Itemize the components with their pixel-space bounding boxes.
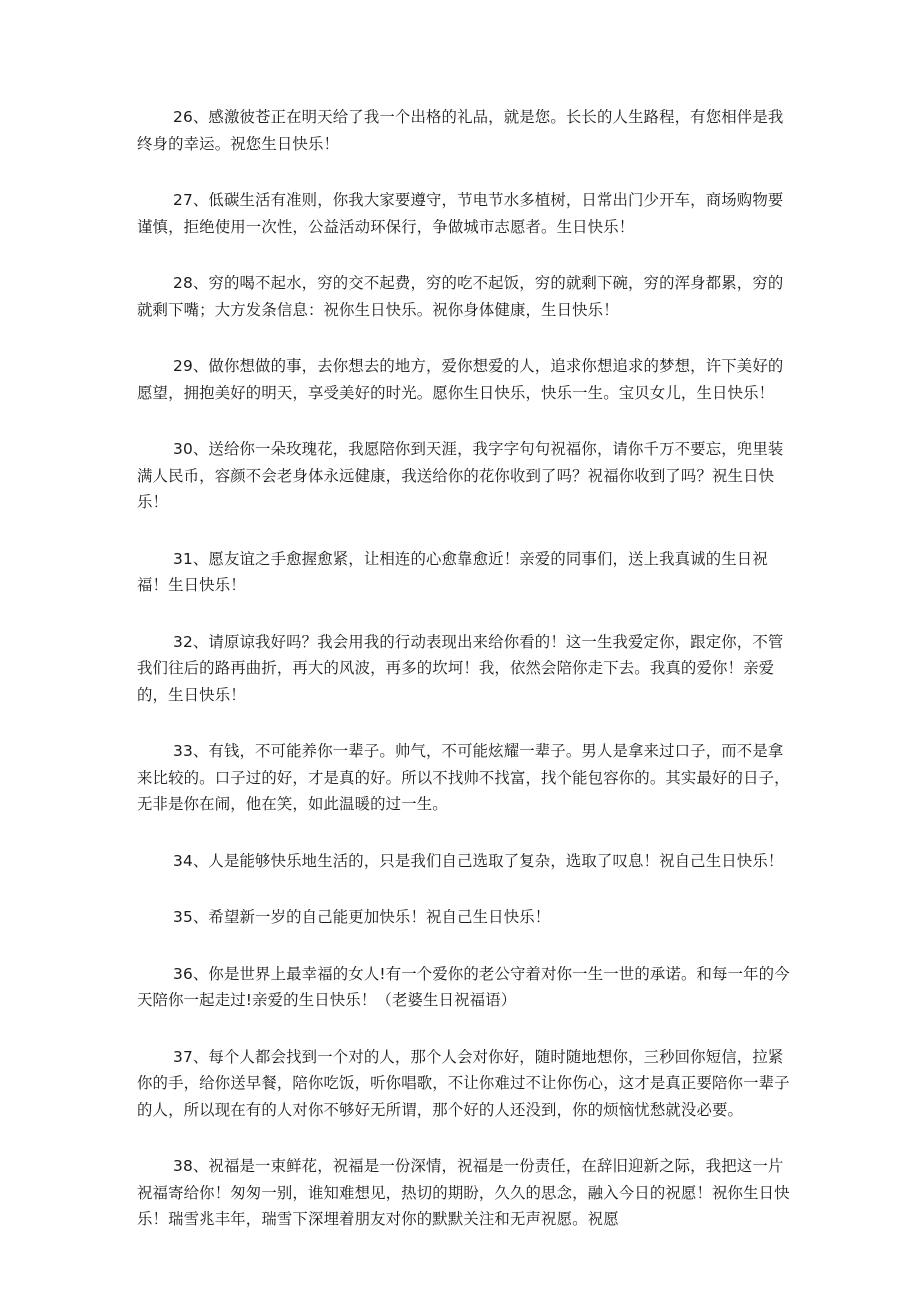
paragraph-26: 26、感激彼苍正在明天给了我一个出格的礼品，就是您。长长的人生路程，有您相伴是我终身的幸运。祝您生日快乐！	[137, 108, 784, 153]
paragraph-34: 34、人是能够快乐地生活的，只是我们自己选取了复杂，选取了叹息！祝自己生日快乐！	[173, 851, 784, 870]
paragraph-32: 32、请原谅我好吗？我会用我的行动表现出来给你看的！这一生我爱定你，跟定你，不管我们往后的路再曲折，再大的风波，再多的坎坷！我，依然会陪你走下去。我真的爱你！亲爱的，生日快乐！	[137, 632, 784, 704]
document-body	[137, 104, 797, 1263]
paragraph-29: 29、做你想做的事，去你想去的地方，爱你想爱的人，追求你想追求的梦想，许下美好的愿望，拥抱美好的明天，享受美好的时光。愿你生日快乐，快乐一生。宝贝女儿，生日快乐！	[137, 357, 784, 402]
paragraph-28: 28、穷的喝不起水，穷的交不起费，穷的吃不起饭，穷的就剩下碗，穷的浑身都累，穷的就剩下嘴；大方发条信息：祝你生日快乐。祝你身体健康，生日快乐！	[137, 274, 784, 319]
paragraph-36: 36、你是世界上最幸福的女人!有一个爱你的老公守着对你一生一世的承诺。和每一年的今天陪你一起走过!亲爱的生日快乐！（老婆生日祝福语）	[137, 964, 790, 1009]
paragraph-30: 30、送给你一朵玫瑰花，我愿陪你到天涯，我字字句句祝福你，请你千万不要忘，兜里装满人民币，容颜不会老身体永远健康，我送给你的花你收到了吗？祝福你收到了吗？祝生日快乐！	[137, 440, 784, 511]
paragraph-35: 35、希望新一岁的自己能更加快乐！祝自己生日快乐！	[173, 908, 551, 926]
paragraph-27: 27、低碳生活有准则，你我大家要遵守，节电节水多植树，日常出门少开车，商场购物要谨慎，拒绝使用一次性，公益活动环保行，争做城市志愿者。生日快乐！	[137, 191, 784, 236]
paragraph-33: 33、有钱，不可能养你一辈子。帅气，不可能炫耀一辈子。男人是拿来过口子，而不是拿来比较的。口子过的好，才是真的好。所以不找帅不找富，找个能包容你的。其实最好的日子，无非是你在闹，他在笑，如此温暖的过一生。	[137, 742, 790, 813]
paragraph-37: 37、每个人都会找到一个对的人，那个人会对你好，随时随地想你，三秒回你短信，拉紧你的手，给你送早餐，陪你吃饭，听你唱歌，不让你难过不让你伤心，这才是真正要陪你一辈子的人，所以现在有的人对你不够好无所谓，那个好的人还没到，你的烦恼忧愁就没必要。	[137, 1047, 790, 1119]
paragraph-38: 38、祝福是一束鲜花，祝福是一份深情，祝福是一份责任，在辞旧迎新之际，我把这一片祝福寄给你！匆匆一别，谁知难想见，热切的期盼，久久的思念，融入今日的祝愿！祝你生日快乐！瑞雪兆丰年，瑞雪下深埋着朋友对你的默默关注和无声祝愿。祝愿	[137, 1157, 790, 1228]
paragraph-31: 31、愿友谊之手愈握愈紧，让相连的心愈靠愈近！亲爱的同事们，送上我真诚的生日祝福！生日快乐！	[137, 549, 768, 594]
